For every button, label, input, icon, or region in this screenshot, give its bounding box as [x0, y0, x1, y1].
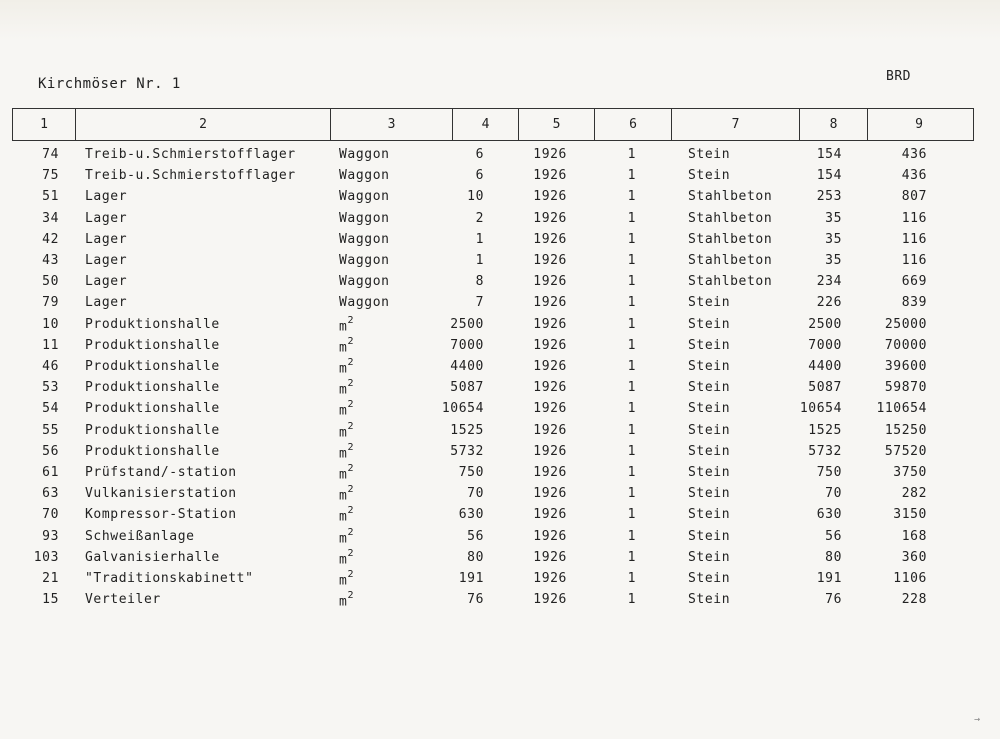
row-number: 55 [42, 422, 59, 438]
column-header: 3 [330, 109, 452, 140]
row-value: 110654 [876, 401, 927, 417]
row-material: Stein [688, 528, 731, 544]
row-material: Stein [688, 465, 731, 480]
row-material: Stein [688, 168, 731, 184]
row-unit: Waggon [339, 168, 390, 184]
row-value: 3150 [893, 507, 927, 523]
row-year: 1926 [533, 295, 567, 311]
row-designation: Galvanisierhalle [85, 549, 220, 565]
row-number: 53 [42, 380, 59, 396]
row-material: Stein [688, 571, 731, 586]
row-material: Stein [688, 507, 731, 523]
row-quantity: 6 [475, 168, 484, 184]
row-value: 25000 [884, 316, 927, 332]
row-quantity: 4400 [450, 359, 484, 374]
row-designation: Lager [85, 274, 128, 290]
table-row [0, 592, 1000, 613]
row-number: 51 [42, 189, 59, 205]
row-value: 15250 [884, 422, 927, 438]
row-designation: Produktionshalle [85, 422, 220, 438]
row-unit: Waggon [339, 295, 390, 311]
row-unit: $m^2$ [339, 484, 355, 504]
column-header: 4 [452, 109, 518, 140]
row-material: Stahlbeton [688, 274, 773, 290]
row-quantity: 70 [467, 486, 484, 502]
table-row [0, 335, 1000, 359]
row-material: Stein [688, 549, 731, 565]
row-count: 1 [627, 528, 636, 544]
row-value: 168 [901, 528, 927, 544]
row-value: 669 [901, 274, 927, 290]
row-count: 1 [627, 486, 636, 502]
row-count: 1 [627, 210, 636, 226]
row-count: 1 [627, 253, 636, 268]
row-value: 3750 [893, 465, 927, 480]
row-unit: Waggon [339, 274, 390, 290]
row-year: 1926 [533, 359, 567, 374]
column-header: 6 [594, 109, 671, 140]
row-number: 70 [42, 507, 59, 523]
table-row [0, 380, 1000, 401]
row-area: 2500 [808, 316, 842, 332]
row-material: Stahlbeton [688, 231, 773, 247]
table-row [0, 526, 1000, 550]
row-area: 80 [825, 549, 842, 565]
column-header: 9 [867, 109, 970, 140]
row-quantity: 10 [467, 189, 484, 205]
row-unit: $m^2$ [339, 335, 355, 356]
row-number: 50 [42, 274, 59, 290]
row-year: 1926 [533, 274, 567, 290]
row-number: 42 [42, 231, 59, 247]
row-count: 1 [627, 549, 636, 565]
row-designation: Lager [85, 231, 128, 247]
row-count: 1 [627, 507, 636, 523]
row-number: 75 [42, 168, 59, 184]
row-year: 1926 [533, 571, 567, 586]
row-designation: Verteiler [85, 592, 161, 608]
row-material: Stein [688, 147, 731, 162]
row-area: 5087 [808, 380, 842, 396]
column-header: 8 [799, 109, 867, 140]
row-year: 1926 [533, 401, 567, 417]
row-quantity: 630 [458, 507, 484, 523]
country-label: BRD [886, 69, 911, 84]
row-unit: $m^2$ [339, 314, 355, 334]
row-designation: Produktionshalle [85, 401, 220, 417]
row-designation: Lager [85, 189, 128, 205]
row-quantity: 750 [458, 465, 484, 480]
row-count: 1 [627, 465, 636, 480]
row-number: 56 [42, 443, 59, 459]
row-material: Stein [688, 295, 731, 311]
row-area: 70 [825, 486, 842, 502]
row-year: 1926 [533, 253, 567, 268]
row-material: Stein [688, 337, 731, 353]
row-count: 1 [627, 592, 636, 608]
row-area: 56 [825, 528, 842, 544]
row-material: Stahlbeton [688, 253, 773, 268]
row-quantity: 2 [475, 210, 484, 226]
row-designation: Kompressor-Station [85, 507, 237, 523]
row-number: 10 [42, 316, 59, 332]
row-year: 1926 [533, 380, 567, 396]
row-unit: $m^2$ [339, 378, 355, 398]
row-year: 1926 [533, 189, 567, 205]
row-designation: Produktionshalle [85, 443, 220, 459]
row-material: Stahlbeton [688, 189, 773, 205]
row-designation: Lager [85, 210, 128, 226]
row-quantity: 1525 [450, 422, 484, 438]
row-area: 1525 [808, 422, 842, 438]
row-count: 1 [627, 231, 636, 247]
row-material: Stein [688, 486, 731, 502]
row-count: 1 [627, 571, 636, 586]
row-value: 436 [901, 168, 927, 184]
row-designation: Treib-u.Schmierstofflager [85, 168, 296, 184]
page-title: Kirchmöser Nr. 1 [38, 76, 181, 92]
row-unit: $m^2$ [339, 441, 355, 462]
row-value: 59870 [884, 380, 927, 396]
row-number: 15 [42, 592, 59, 608]
row-year: 1926 [533, 316, 567, 332]
table-row [0, 189, 1000, 210]
row-number: 11 [42, 337, 59, 353]
row-number: 61 [42, 465, 59, 480]
row-material: Stein [688, 380, 731, 396]
row-count: 1 [627, 337, 636, 353]
row-unit: Waggon [339, 147, 390, 162]
table-row [0, 168, 1000, 189]
row-designation: Vulkanisierstation [85, 486, 237, 502]
row-area: 630 [816, 507, 842, 523]
row-number: 43 [42, 253, 59, 268]
row-number: 54 [42, 401, 59, 417]
row-value: 57520 [884, 443, 927, 459]
row-count: 1 [627, 443, 636, 459]
row-count: 1 [627, 295, 636, 311]
row-count: 1 [627, 168, 636, 184]
row-area: 4400 [808, 359, 842, 374]
row-designation: Schweißanlage [85, 528, 195, 544]
row-unit: $m^2$ [339, 505, 355, 525]
row-material: Stein [688, 359, 731, 374]
row-unit: Waggon [339, 231, 390, 247]
row-quantity: 10654 [441, 401, 484, 417]
row-quantity: 7000 [450, 337, 484, 353]
row-area: 10654 [799, 401, 842, 417]
row-material: Stahlbeton [688, 210, 773, 226]
row-unit: $m^2$ [339, 357, 355, 377]
table-row [0, 232, 1000, 253]
row-value: 1106 [893, 571, 927, 586]
row-area: 234 [816, 274, 842, 290]
row-year: 1926 [533, 422, 567, 438]
row-area: 226 [816, 295, 842, 311]
row-value: 360 [901, 549, 927, 565]
row-area: 35 [825, 253, 842, 268]
row-unit: $m^2$ [339, 547, 355, 568]
row-count: 1 [627, 401, 636, 417]
row-designation: Produktionshalle [85, 337, 220, 353]
row-unit: $m^2$ [339, 526, 355, 546]
row-number: 93 [42, 528, 59, 544]
row-area: 5732 [808, 443, 842, 459]
row-number: 74 [42, 147, 59, 162]
row-designation: Produktionshalle [85, 380, 220, 396]
table-row [0, 295, 1000, 316]
row-year: 1926 [533, 231, 567, 247]
row-quantity: 56 [467, 528, 484, 544]
row-value: 116 [901, 253, 927, 268]
table-row [0, 547, 1000, 571]
column-header: 2 [75, 109, 330, 140]
row-area: 253 [816, 189, 842, 205]
column-header: 5 [518, 109, 594, 140]
row-quantity: 7 [475, 295, 484, 311]
row-year: 1926 [533, 210, 567, 226]
row-unit: $m^2$ [339, 569, 355, 589]
row-designation: Prüfstand/-station [85, 465, 237, 480]
row-number: 79 [42, 295, 59, 311]
row-unit: Waggon [339, 253, 390, 268]
row-year: 1926 [533, 592, 567, 608]
row-quantity: 8 [475, 274, 484, 290]
table-row [0, 441, 1000, 465]
row-number: 63 [42, 486, 59, 502]
row-value: 807 [901, 189, 927, 205]
row-number: 103 [33, 549, 59, 565]
table-row [0, 420, 1000, 444]
row-value: 70000 [884, 337, 927, 353]
table-row [0, 465, 1000, 486]
row-quantity: 5087 [450, 380, 484, 396]
row-quantity: 76 [467, 592, 484, 608]
row-year: 1926 [533, 528, 567, 544]
row-unit: $m^2$ [339, 463, 355, 483]
row-year: 1926 [533, 486, 567, 502]
table-row [0, 571, 1000, 592]
row-value: 839 [901, 295, 927, 311]
row-area: 191 [816, 571, 842, 586]
row-quantity: 5732 [450, 443, 484, 459]
row-year: 1926 [533, 465, 567, 480]
row-designation: Produktionshalle [85, 359, 220, 374]
row-count: 1 [627, 422, 636, 438]
row-value: 39600 [884, 359, 927, 374]
row-material: Stein [688, 422, 731, 438]
row-value: 228 [901, 592, 927, 608]
row-area: 35 [825, 231, 842, 247]
row-unit: $m^2$ [339, 420, 355, 440]
row-year: 1926 [533, 147, 567, 162]
table-row [0, 486, 1000, 507]
row-material: Stein [688, 592, 731, 608]
table-row [0, 147, 1000, 168]
row-count: 1 [627, 359, 636, 374]
row-material: Stein [688, 443, 731, 459]
row-area: 154 [816, 168, 842, 184]
row-year: 1926 [533, 549, 567, 565]
table-header [12, 108, 974, 141]
row-quantity: 1 [475, 253, 484, 268]
row-material: Stein [688, 401, 731, 417]
row-area: 7000 [808, 337, 842, 353]
row-unit: $m^2$ [339, 399, 355, 419]
row-designation: Lager [85, 295, 128, 311]
row-year: 1926 [533, 168, 567, 184]
row-number: 34 [42, 210, 59, 226]
column-header: 7 [671, 109, 799, 140]
table-row [0, 401, 1000, 422]
row-designation: "Traditionskabinett" [85, 571, 254, 586]
row-count: 1 [627, 380, 636, 396]
row-quantity: 2500 [450, 316, 484, 332]
row-number: 21 [42, 571, 59, 586]
row-value: 116 [901, 231, 927, 247]
row-quantity: 80 [467, 549, 484, 565]
page-corner-mark: → [973, 714, 980, 725]
table-row [0, 211, 1000, 232]
row-year: 1926 [533, 443, 567, 459]
row-area: 76 [825, 592, 842, 608]
table-row [0, 253, 1000, 274]
row-area: 154 [816, 147, 842, 162]
table-row [0, 314, 1000, 338]
row-value: 116 [901, 210, 927, 226]
row-quantity: 1 [475, 231, 484, 247]
row-value: 436 [901, 147, 927, 162]
row-count: 1 [627, 147, 636, 162]
table-row [0, 274, 1000, 295]
row-value: 282 [901, 486, 927, 502]
row-count: 1 [627, 189, 636, 205]
row-number: 46 [42, 359, 59, 374]
row-area: 750 [816, 465, 842, 480]
row-count: 1 [627, 316, 636, 332]
row-designation: Produktionshalle [85, 316, 220, 332]
row-unit: Waggon [339, 189, 390, 205]
table-row [0, 507, 1000, 528]
row-year: 1926 [533, 337, 567, 353]
row-designation: Lager [85, 253, 128, 268]
row-quantity: 191 [458, 571, 484, 586]
row-area: 35 [825, 210, 842, 226]
row-unit: $m^2$ [339, 590, 355, 610]
row-count: 1 [627, 274, 636, 290]
row-unit: Waggon [339, 210, 390, 226]
row-material: Stein [688, 316, 731, 332]
column-header: 1 [40, 117, 48, 132]
row-year: 1926 [533, 507, 567, 523]
row-designation: Treib-u.Schmierstofflager [85, 147, 296, 162]
row-quantity: 6 [475, 147, 484, 162]
table-row [0, 359, 1000, 380]
